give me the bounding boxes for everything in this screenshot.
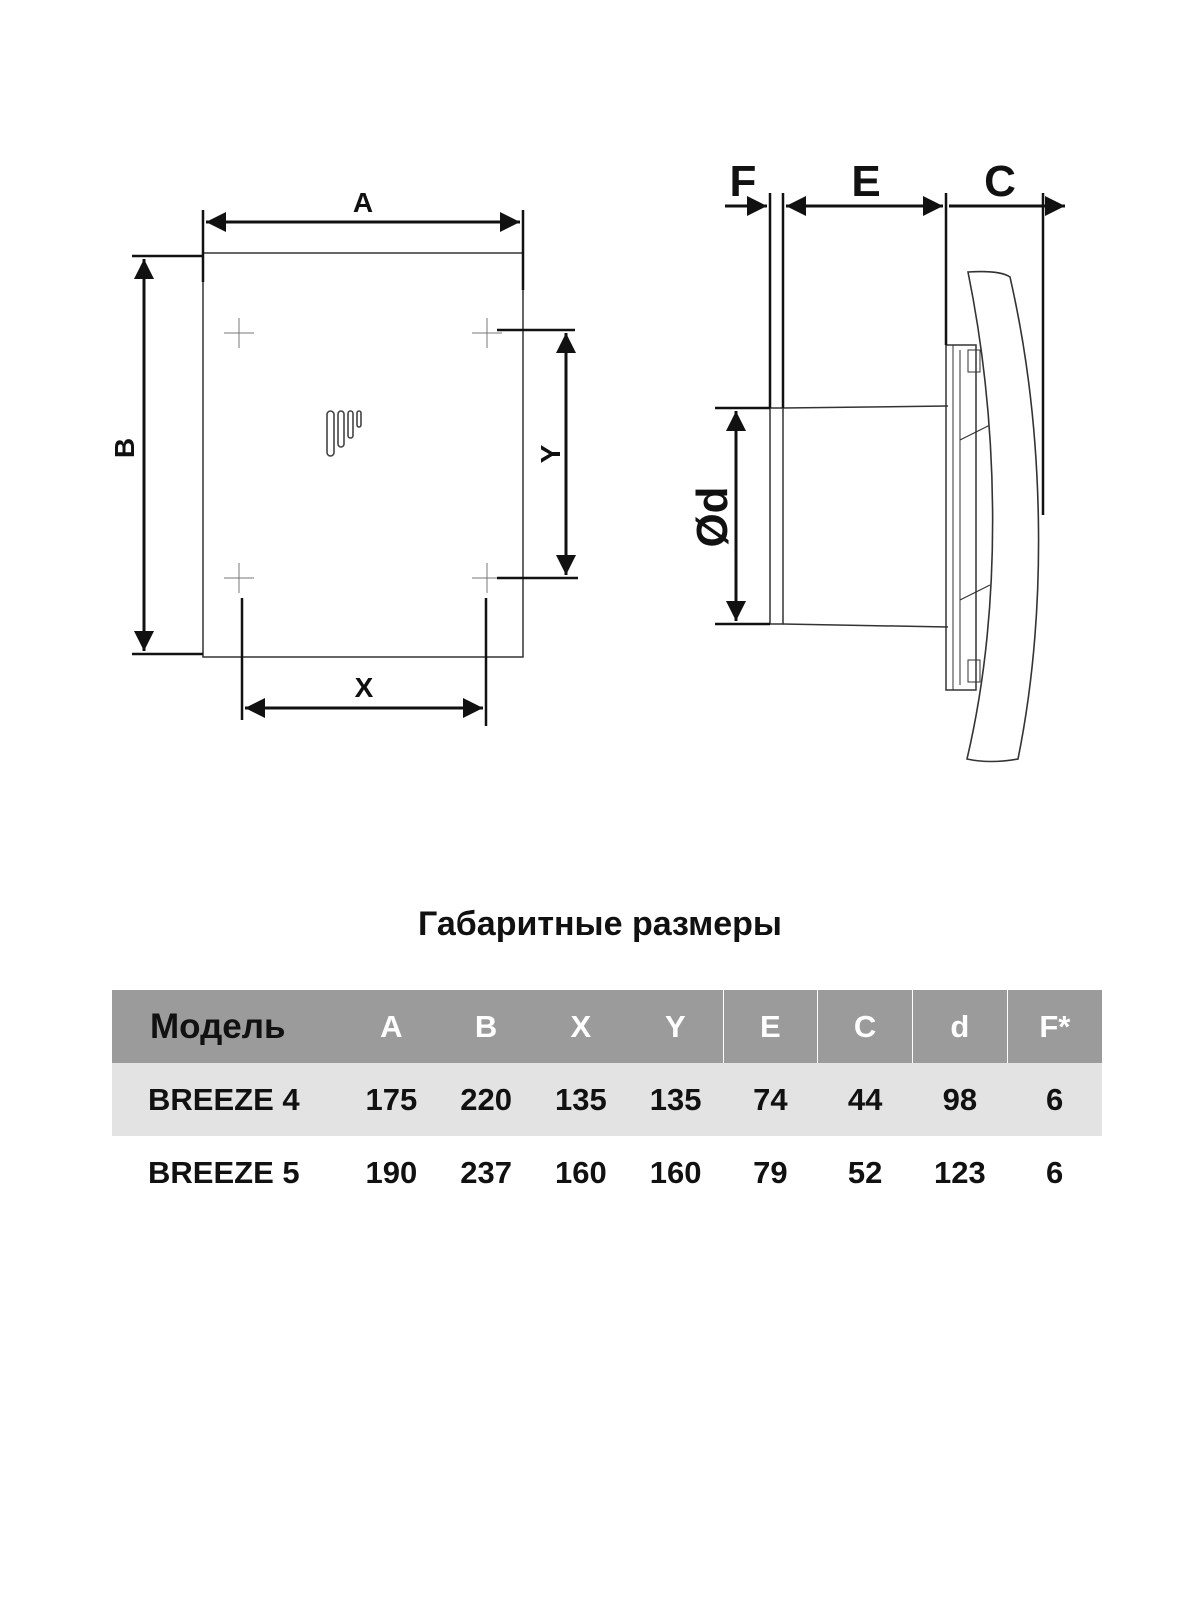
cell-d: 98	[942, 1081, 978, 1117]
cell-a: 175	[365, 1081, 418, 1117]
cell-e: 74	[753, 1081, 788, 1117]
side-front-panel	[967, 272, 1039, 762]
cell-c: 52	[847, 1154, 883, 1190]
table-row	[112, 1063, 1102, 1136]
cell-c: 44	[847, 1081, 883, 1117]
table-header-row	[112, 990, 1102, 1063]
side-view	[688, 157, 1065, 762]
label-f: F	[729, 157, 757, 206]
dimensions-table	[112, 990, 1102, 1209]
label-y: Y	[535, 444, 566, 464]
side-duct	[783, 406, 948, 627]
header-a: A	[380, 1008, 403, 1044]
side-housing	[946, 345, 976, 690]
header-y: Y	[665, 1008, 686, 1044]
cell-y: 135	[649, 1081, 702, 1117]
header-f: F*	[1007, 990, 1102, 1063]
cell-e: 79	[753, 1154, 788, 1190]
header-x: X	[570, 1008, 592, 1044]
header-d: d	[913, 990, 1008, 1063]
brand-logo-icon	[327, 411, 361, 456]
front-panel-outline	[203, 253, 523, 657]
side-flange	[770, 408, 783, 624]
cell-x: 135	[555, 1081, 607, 1117]
cell-b: 237	[460, 1154, 512, 1190]
cell-f: 6	[1046, 1154, 1064, 1190]
mounting-holes	[224, 318, 502, 593]
cell-f: 6	[1046, 1081, 1064, 1117]
cell-x: 160	[555, 1154, 607, 1190]
cell-model: BREEZE 5	[148, 1154, 300, 1190]
label-a: A	[352, 187, 374, 218]
cell-y: 160	[649, 1154, 702, 1190]
header-e: E	[723, 990, 818, 1063]
header-c: C	[818, 990, 913, 1063]
label-c: C	[984, 157, 1016, 206]
label-x: X	[354, 672, 374, 703]
cell-d: 123	[934, 1154, 986, 1190]
front-view	[109, 187, 578, 726]
table-row	[112, 1136, 1102, 1209]
header-model: Модель	[150, 1006, 286, 1046]
label-e: E	[851, 157, 881, 206]
cell-b: 220	[460, 1081, 512, 1117]
header-b: B	[474, 1008, 498, 1044]
cell-a: 190	[365, 1154, 418, 1190]
cell-model: BREEZE 4	[148, 1081, 300, 1117]
label-b: B	[109, 437, 140, 459]
table-title: Габаритные размеры	[418, 905, 782, 943]
label-d: Ød	[688, 486, 737, 548]
